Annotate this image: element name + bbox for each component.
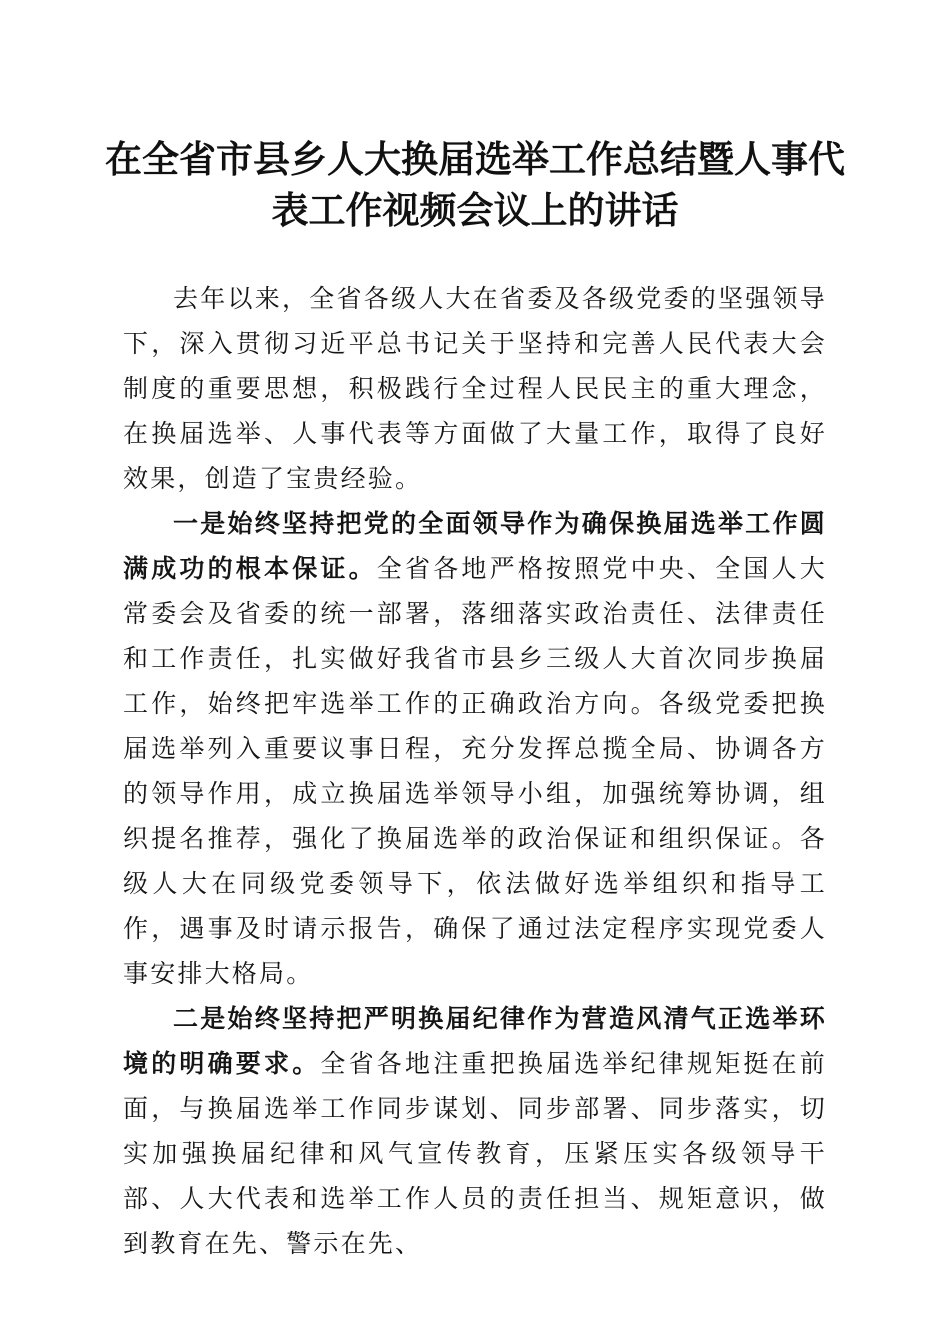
paragraph-intro-text: 去年以来，全省各级人大在省委及各级党委的坚强领导下，深入贯彻习近平总书记关于坚持和完善人民代表大会制度的重要思想，积极践行全过程人民民主的重大理念，在换届选举、人事代表等方面做了大量工作，取得了良好效果，创造了宝贵经验。 [123,284,827,493]
paragraph-intro [123,276,827,501]
document-title: 在全省市县乡人大换届选举工作总结暨人事代表工作视频会议上的讲话 [105,137,845,232]
paragraph-point-one-text: 全省各地严格按照党中央、全国人大常委会及省委的统一部署，落细落实政治责任、法律责任和工作责任，扎实做好我省市县乡三级人大首次同步换届工作，始终把牢选举工作的正确政治方向。各级党委把换届选举列入重要议事日程，充分发挥总揽全局、协调各方的领导作用，成立换届选举领导小组，加强统筹协调，组织提名推荐，强化了换届选举的政治保证和组织保证。各级人大在同级党委领导下，依法做好选举组织和指导工作，遇事及时请示报告，确保了通过法定程序实现党委人事安排大格局。 [123,554,827,988]
paragraph-point-one-heading: 一是始终坚持把党的全面领导作为确保换届选举工作圆满成功的根本保证。 [123,509,827,583]
document-body [123,276,827,1266]
paragraph-point-two-heading: 二是始终坚持把严明换届纪律作为营造风清气正选举环境的明确要求。 [123,1004,827,1078]
paragraph-point-one [123,501,827,996]
paragraph-point-two [123,996,827,1266]
paragraph-point-two-text: 全省各地注重把换届选举纪律规矩挺在前面，与换届选举工作同步谋划、同步部署、同步落实，切实加强换届纪律和风气宣传教育，压紧压实各级领导干部、人大代表和选举工作人员的责任担当、规矩意识，做到教育在先、警示在先、 [123,1049,827,1258]
